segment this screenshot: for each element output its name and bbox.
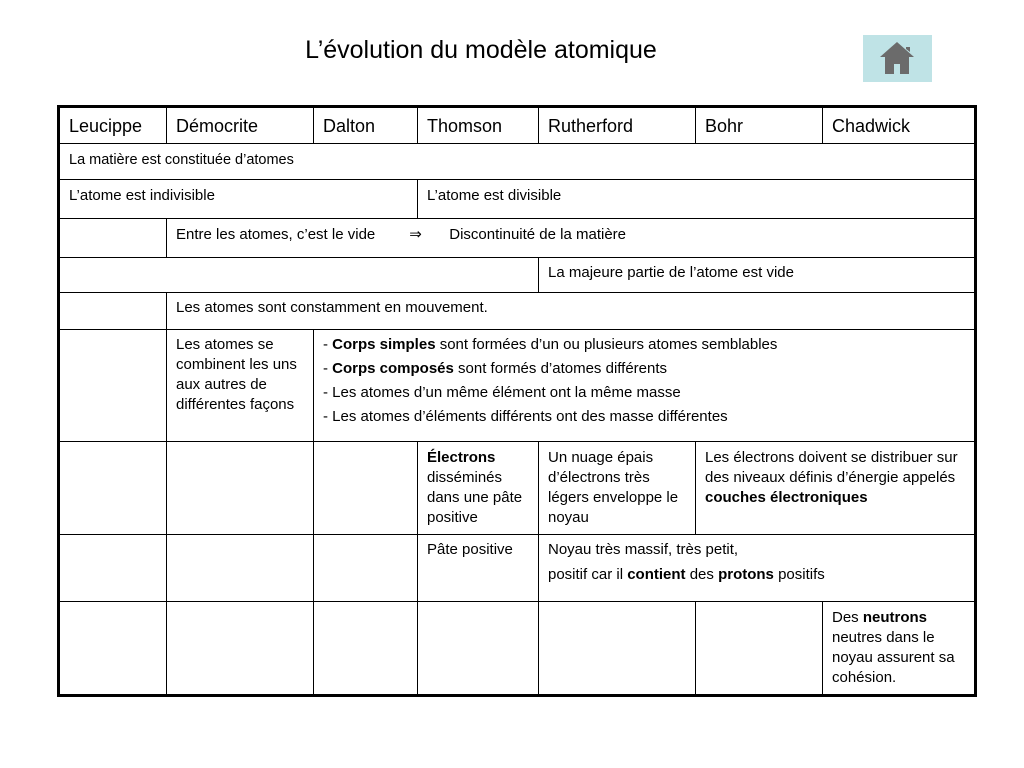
cell-thomson-electrons: Électrons disséminés dans une pâte positive [418, 442, 539, 535]
cell-bohr-couches: Les électrons doivent se distribuer sur des niveaux définis d’énergie appelés couches électroniques [696, 442, 976, 535]
empty-cell [539, 602, 696, 696]
discontinuite-text: Discontinuité de la matière [449, 226, 627, 243]
empty-cell [314, 442, 418, 535]
postulat-corps-composes: - Corps composés sont formés d’atomes différents [323, 360, 668, 377]
cell-matiere: La matière est constituée d’atomes [59, 144, 976, 180]
empty-cell [167, 535, 314, 602]
cell-thomson-pate: Pâte positive [418, 535, 539, 602]
postulat-meme-masse: - Les atomes d’un même élément ont la même masse [323, 384, 681, 401]
empty-cell [418, 602, 539, 696]
empty-cell [167, 602, 314, 696]
header-democrite: Démocrite [167, 107, 314, 144]
empty-cell [696, 602, 823, 696]
cell-dalton-postulats [314, 330, 976, 442]
table-row [59, 293, 976, 330]
empty-cell [59, 602, 167, 696]
table-row [59, 219, 976, 258]
table-row [59, 180, 976, 219]
table-row [59, 330, 976, 442]
table-row [59, 602, 976, 696]
vide-text: Entre les atomes, c’est le vide [176, 226, 376, 243]
cell-noyau [539, 535, 976, 602]
header-leucippe: Leucippe [59, 107, 167, 144]
header-row [59, 107, 976, 144]
table-row [59, 144, 976, 180]
empty-cell [314, 602, 418, 696]
noyau-line-2: positif car il contient des protons positifs [548, 566, 825, 583]
table-row [59, 258, 976, 293]
cell-rutherford-nuage: Un nuage épais d’électrons très légers enveloppe le noyau [539, 442, 696, 535]
cell-indivisible: L’atome est indivisible [59, 180, 418, 219]
table-row [59, 535, 976, 602]
header-dalton: Dalton [314, 107, 418, 144]
cell-vide [167, 219, 976, 258]
empty-cell [167, 442, 314, 535]
empty-cell [59, 219, 167, 258]
evolution-table [57, 105, 977, 697]
empty-cell [59, 535, 167, 602]
noyau-line-1: Noyau très massif, très petit, [548, 541, 739, 558]
empty-cell [59, 442, 167, 535]
cell-mouvement: Les atomes sont constamment en mouvement. [167, 293, 976, 330]
empty-cell [59, 330, 167, 442]
empty-cell [59, 293, 167, 330]
cell-divisible: L’atome est divisible [418, 180, 976, 219]
header-thomson: Thomson [418, 107, 539, 144]
home-button[interactable] [863, 35, 932, 82]
cell-majeure-vide: La majeure partie de l’atome est vide [539, 258, 976, 293]
table-row [59, 442, 976, 535]
implies-arrow: ⇒ [409, 226, 422, 243]
empty-cell [59, 258, 539, 293]
empty-cell [314, 535, 418, 602]
page-title: L’évolution du modèle atomique [305, 36, 657, 64]
cell-chadwick-neutrons: Des neutrons neutres dans le noyau assurent sa cohésion. [823, 602, 976, 696]
header-bohr: Bohr [696, 107, 823, 144]
home-icon [863, 35, 932, 82]
header-chadwick: Chadwick [823, 107, 976, 144]
postulat-corps-simples: - Corps simples sont formées d’un ou plusieurs atomes semblables [323, 336, 778, 353]
header-rutherford: Rutherford [539, 107, 696, 144]
cell-combinent: Les atomes se combinent les uns aux autres de différentes façons [167, 330, 314, 442]
postulat-masses-differentes: - Les atomes d’éléments différents ont des masse différentes [323, 408, 728, 425]
